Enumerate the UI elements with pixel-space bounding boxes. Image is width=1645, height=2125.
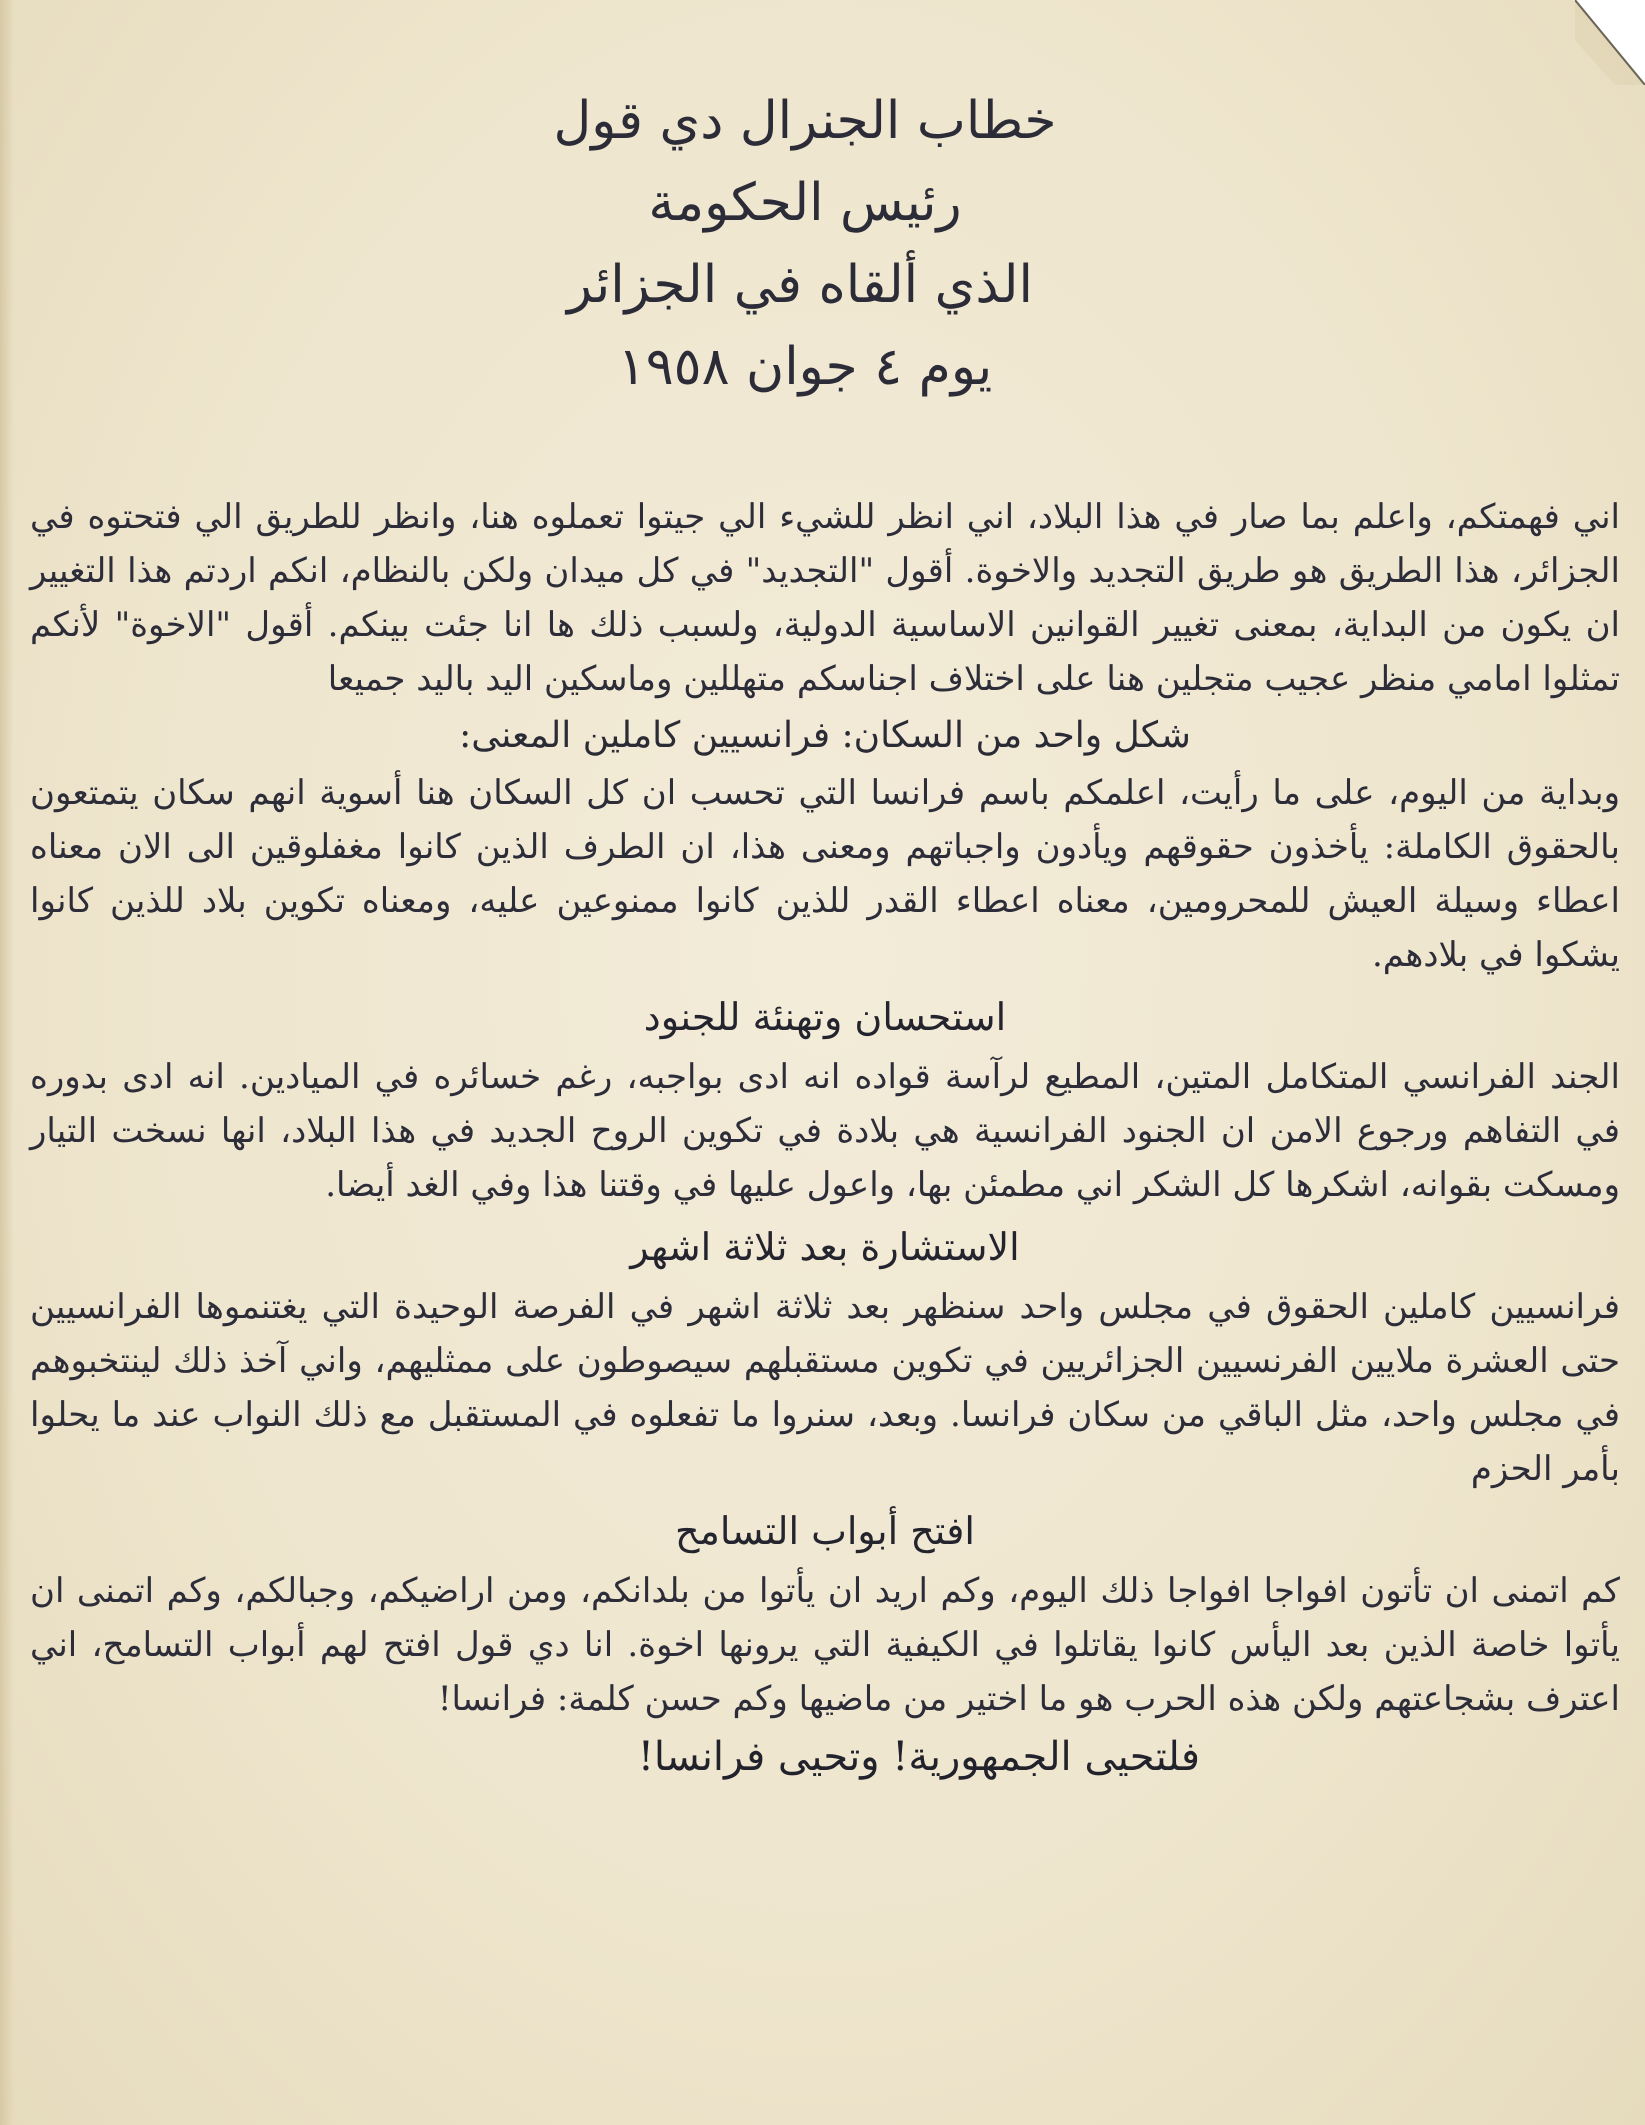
paragraph-tolerance: كم اتمنى ان تأتون افواجا افواجا ذلك اليوم، وكم اريد ان يأتوا من بلدانكم، ومن اراضيكم، وجبالكم، وكم اتمنى ان يأتوا خاصة الذين بعد اليأس كانوا يقاتلوا في الكيفية التي يرونها اخوة. انا دي قول افتح لهم أبواب التسامح، اني اعترف بشجاعتهم ولكن هذه الحرب هو ما اختير من ماضيها وكم حسن كلمة: فرانسا! <box>30 1571 1620 1719</box>
page-edge-shadow <box>0 0 14 2125</box>
single-class-line: شكل واحد من السكان: فرانسيين كاملين المعنى: <box>459 715 1191 756</box>
subheading-soldiers: استحسان وتهنئة للجنود <box>643 995 1007 1039</box>
letter-body <box>30 80 1620 1788</box>
heading-title: خطاب الجنرال دي قول <box>553 91 1057 151</box>
paragraph-referendum: فرانسيين كاملين الحقوق في مجلس واحد سنظهر بعد ثلاثة اشهر في الفرصة الوحيدة التي يغتنموها الفرانسيين حتى العشرة ملايين الفرنسيين الجزائريين في تكوين مستقبلهم سيصوطون على ممثليهم، واني آخذ ذلك لينتخبوهم في مجلس واحد، مثل الباقي من سكان فرانسا. وبعد، سنروا ما تفعلوه في المستقبل مع ذلك النواب عند ما يحلوا بأمر الحزم <box>30 1287 1620 1489</box>
paragraph-intro: اني فهمتكم، واعلم بما صار في هذا البلاد، اني انظر للشيء الي جيتوا تعملوه هنا، وانظر للطريق الي فتحتوه في الجزائر، هذا الطريق هو طريق التجديد والاخوة. أقول "التجديد" في كل ميدان ولكن بالنظام، انكم اردتم هذا التغيير ان يكون من البداية، بمعنى تغيير القوانين الاساسية الدولية، ولسبب ذلك ها انا جئت بينكم. أقول "الاخوة" لأنكم تمثلوا امامي منظر عجيب متجلين هنا على اختلاف اجناسكم متهللين وماسكين اليد باليد جميعا <box>30 497 1621 699</box>
paragraph-rights: وبداية من اليوم، على ما رأيت، اعلمكم باسم فرانسا التي تحسب ان كل السكان هنا أسوية انهم سكان يتمتعون بالحقوق الكاملة: يأخذون حقوقهم ويأدون واجباتهم ومعنى هذا، ان الطرف الذين كانوا مغفلوقين الى الان معناه اعطاء وسيلة العيش للمحرومين، معناه اعطاء القدر للذين كانوا ممنوعين عليه، ومعناه تكوين بلاد للذين كانوا يشكوا في بلادهم. <box>30 773 1620 975</box>
closing-line: فلتحيى الجمهورية! وتحيى فرانسا! <box>637 1734 1200 1780</box>
heading-role: رئيس الحكومة <box>648 173 962 233</box>
heading-date: يوم ٤ جوان ١٩٥٨ <box>617 337 993 397</box>
letter-heading <box>30 80 1620 408</box>
folded-corner <box>1575 0 1645 85</box>
paragraph-soldiers: الجند الفرانسي المتكامل المتين، المطيع لرآسة قواده انه ادى بواجبه، رغم خسائره في الميادين. انه ادى بدوره في التفاهم ورجوع الامن ان الجنود الفرانسية هي بلادة في تكوين الروح الجديد في هذا البلاد، انها نسخت التيار ومسكت بقوانه، اشكرها كل الشكر اني مطمئن بها، واعول عليها في وقتنا هذا وفي الغد أيضا. <box>30 1057 1620 1205</box>
heading-location: الذي ألقاه في الجزائر <box>567 255 1033 315</box>
subheading-referendum: الاستشارة بعد ثلاثة اشهر <box>630 1225 1020 1269</box>
subheading-tolerance: افتح أبواب التسامح <box>675 1509 975 1553</box>
